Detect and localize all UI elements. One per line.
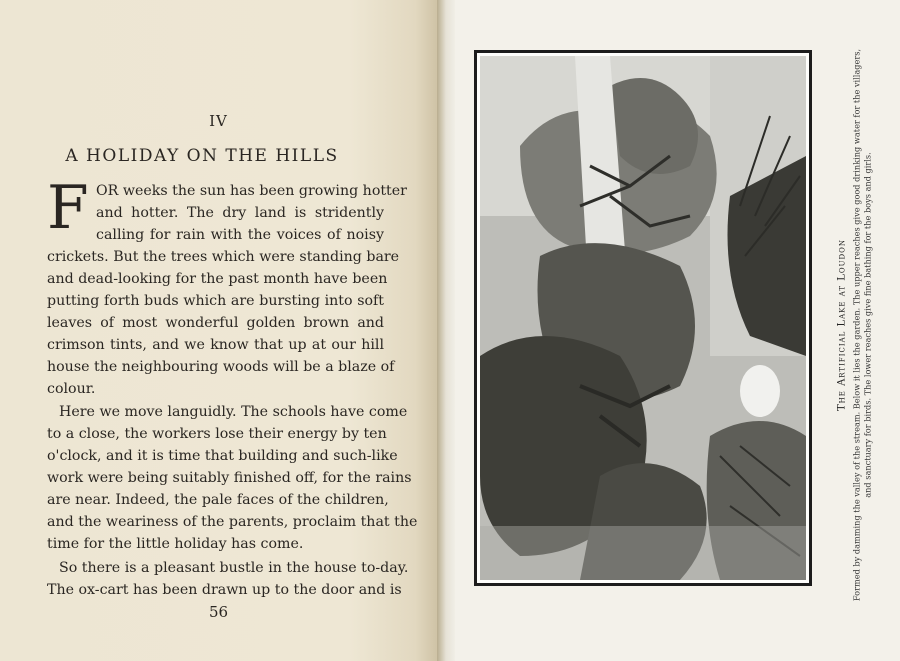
lake-photograph xyxy=(480,56,806,580)
text-line-9: house the neighbouring woods will be a blaze of xyxy=(47,359,395,375)
book-gutter xyxy=(437,0,455,661)
text-line-5: and dead-looking for the past month have been xyxy=(47,271,388,287)
text-line-13: o'clock, and it is time that building and such-like xyxy=(47,448,398,464)
text-line-3: calling for rain with the voices of noisy xyxy=(96,227,384,243)
text-line-18: So there is a pleasant bustle in the house to-day. xyxy=(59,560,409,576)
text-line-12: to a close, the workers lose their energy by ten xyxy=(47,426,387,442)
caption-title: The Artificial Lake at Loudon xyxy=(836,239,848,411)
text-line-1: OR weeks the sun has been growing hotter xyxy=(96,183,407,199)
text-line-8: crimson tints, and we know that up at our hill xyxy=(47,337,384,353)
text-line-6: putting forth buds which are bursting into soft xyxy=(47,293,384,309)
lake-photo-illustration xyxy=(480,56,806,580)
text-line-14: work were being suitably finished off, for the rains xyxy=(47,470,412,486)
text-line-11: Here we move languidly. The schools have come xyxy=(59,404,408,420)
text-line-17: time for the little holiday has come. xyxy=(47,536,304,552)
drop-cap: F xyxy=(47,173,89,243)
text-line-2: and hotter. The dry land is stridently xyxy=(96,205,384,221)
text-line-7: leaves of most wonderful golden brown and xyxy=(47,315,384,331)
text-line-19: The ox-cart has been drawn up to the door and is xyxy=(47,582,402,598)
text-line-4: crickets. But the trees which were standing bare xyxy=(47,249,400,265)
chapter-number: IV xyxy=(209,112,228,130)
page-number: 56 xyxy=(208,603,229,621)
text-line-10: colour. xyxy=(47,381,96,397)
caption-line-1: Formed by damming the valley of the stream. Below it lies the garden. The upper reaches give good drinking water for the villagers, xyxy=(851,48,862,602)
text-line-16: and the weariness of the parents, proclaim that the xyxy=(47,514,418,530)
caption-line-2: and sanctuary for birds. The lower reaches give fine bathing for the boys and girls. xyxy=(862,152,873,498)
left-page xyxy=(0,0,437,661)
text-line-15: are near. Indeed, the pale faces of the children, xyxy=(47,492,389,508)
photo-caption xyxy=(836,30,874,620)
chapter-title: A HOLIDAY ON THE HILLS xyxy=(65,146,339,166)
